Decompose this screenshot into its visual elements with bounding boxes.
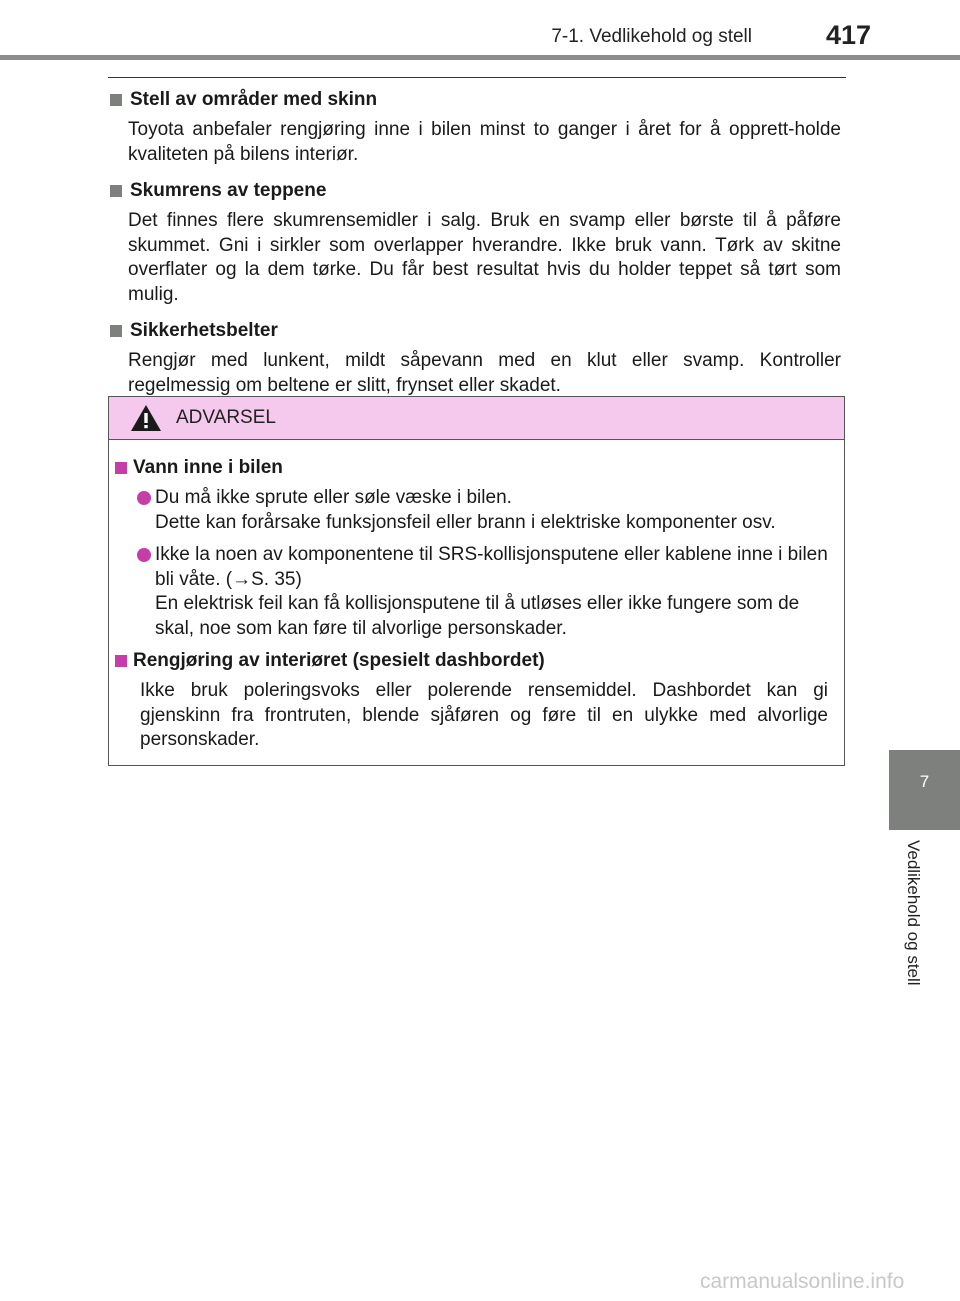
warning-box: [108, 396, 845, 766]
section-heading: [108, 179, 841, 203]
watermark-logo: carmanualsonline.info: [700, 1270, 905, 1293]
circle-bullet-icon: [137, 548, 151, 562]
section-paragraph: Det finnes flere skumrensemidler i salg. Bruk en svamp eller børste til å påføre skummet. Gni i sirkler som overlapper hverandre. Ikke bruk vann. Tørk av skitne overflater og la dem tørke. Du får best resultat hvis du holder teppet så tørt som mulig.: [128, 210, 841, 305]
warning-section-heading: [115, 649, 836, 673]
bullet-line: Dette kan forårsake funksjonsfeil eller brann i elektriske komponenter osv.: [155, 511, 776, 533]
section-heading: [108, 319, 841, 343]
warning-paragraph: Ikke bruk poleringsvoks eller polerende rensemiddel. Dashbordet kan gi gjenskinn fra frontruten, blende sjåføren og føre til en ulykke med alvorlige personskader.: [140, 680, 828, 750]
bullet-line: Du må ikke sprute eller søle væske i bilen.: [155, 487, 512, 508]
header-section-title: 7-1. Vedlikehold og stell: [551, 26, 752, 47]
warning-header: [109, 397, 844, 440]
bullet-line: Ikke la noen av komponentene til SRS-kollisjonsputene eller kablene inne i bilen bli våte. (→S. 35): [155, 544, 828, 590]
warning-bullet: [137, 486, 836, 535]
section-paragraph: Rengjør med lunkent, mildt såpevann med en klut eller svamp. Kontroller regelmessig om beltene er slitt, frynset eller skadet.: [128, 350, 841, 396]
chapter-label: Vedlikehold og stell: [904, 840, 923, 986]
square-bullet-icon: [110, 325, 122, 337]
section-heading: [108, 88, 841, 112]
header-rule: [108, 77, 846, 78]
main-content: [108, 88, 841, 410]
warning-body: [109, 440, 844, 753]
section-heading-text: Stell av områder med skinn: [130, 89, 378, 110]
warning-section-heading-text: Vann inne i bilen: [133, 457, 283, 478]
section-paragraph: Toyota anbefaler rengjøring inne i bilen minst to ganger i året for å opprett-holde kvaliteten på bilens interiør.: [128, 119, 841, 165]
warning-triangle-icon: [130, 404, 162, 432]
square-bullet-icon: [115, 462, 127, 474]
square-bullet-icon: [110, 185, 122, 197]
warning-section-heading-text: Rengjøring av interiøret (spesielt dashbordet): [133, 650, 545, 671]
warning-bullet: [137, 543, 836, 641]
chapter-number: 7: [919, 772, 930, 791]
warning-title: ADVARSEL: [176, 407, 276, 428]
warning-section-heading: [115, 456, 836, 480]
square-bullet-icon: [110, 94, 122, 106]
circle-bullet-icon: [137, 491, 151, 505]
section-heading-text: Sikkerhetsbelter: [130, 320, 278, 341]
bullet-line: En elektrisk feil kan få kollisjonsputene til å utløses eller ikke fungere som de skal, noe som kan føre til alvorlige personskader.: [155, 593, 800, 639]
page-number: 417: [826, 20, 872, 50]
header-bar: [0, 55, 960, 60]
chapter-tab: [889, 750, 960, 830]
section-heading-text: Skumrens av teppene: [130, 180, 327, 201]
square-bullet-icon: [115, 655, 127, 667]
